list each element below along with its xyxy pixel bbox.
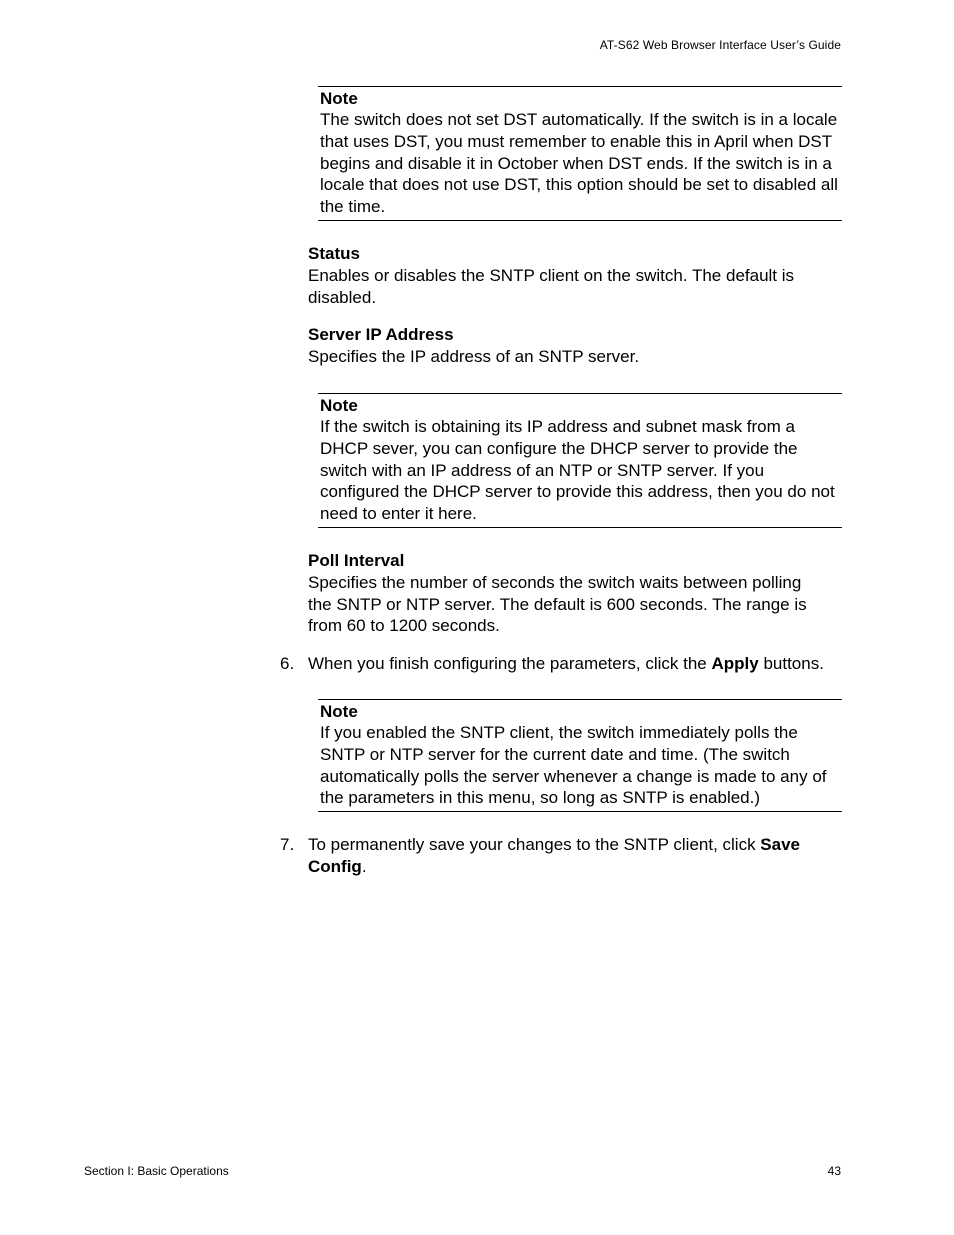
note-body: If the switch is obtaining its IP address and subnet mask from a DHCP sever, you can configure the DHCP server to provide the switch with an IP address of an NTP or SNTP server. If you configured the DHCP server to provide this address, then you do not need to enter it here. [320,417,835,524]
status-description: Enables or disables the SNTP client on the switch. The default is disabled. [308,266,795,307]
note-heading: Note [320,702,358,721]
running-header: AT-S62 Web Browser Interface User’s Guide [599,38,841,52]
section-status [308,243,848,308]
server-ip-description: Specifies the IP address of an SNTP server. [308,347,640,366]
apply-button-label: Apply [711,654,759,673]
step-text: To permanently save your changes to the SNTP client, click Save Config. [308,835,800,876]
note-heading: Note [320,396,358,415]
note-dhcp [318,393,842,528]
step-text: When you finish configuring the parameters, click the Apply buttons. [308,654,824,673]
section-poll-interval [308,550,848,637]
note-body: The switch does not set DST automatically. If the switch is in a locale that uses DST, you must remember to enable this in April when DST begins and disable it in October when DST ends. If the switch is in a locale that does not use DST, this option should be set to disabled all the time. [320,110,838,217]
step-number: 6. [280,654,295,673]
poll-interval-heading: Poll Interval [308,551,405,570]
note-sntp-poll [318,699,842,812]
save-config-label: Save Config [308,835,800,876]
server-ip-heading: Server IP Address [308,325,454,344]
note-heading: Note [320,89,358,108]
section-server-ip [308,324,848,368]
note-dst [318,86,842,221]
poll-interval-description: Specifies the number of seconds the switch waits between polling the SNTP or NTP server. The default is 600 seconds. The range is from 60 to 1200 seconds. [308,573,807,636]
page-number: 43 [827,1164,841,1178]
status-heading: Status [308,244,360,263]
step-number: 7. [280,835,295,854]
note-body: If you enabled the SNTP client, the switch immediately polls the SNTP or NTP server for the current date and time. (The switch automatically polls the server whenever a change is made to any of the parameters in this menu, so long as SNTP is enabled.) [320,723,827,808]
footer-section: Section I: Basic Operations [84,1164,229,1178]
